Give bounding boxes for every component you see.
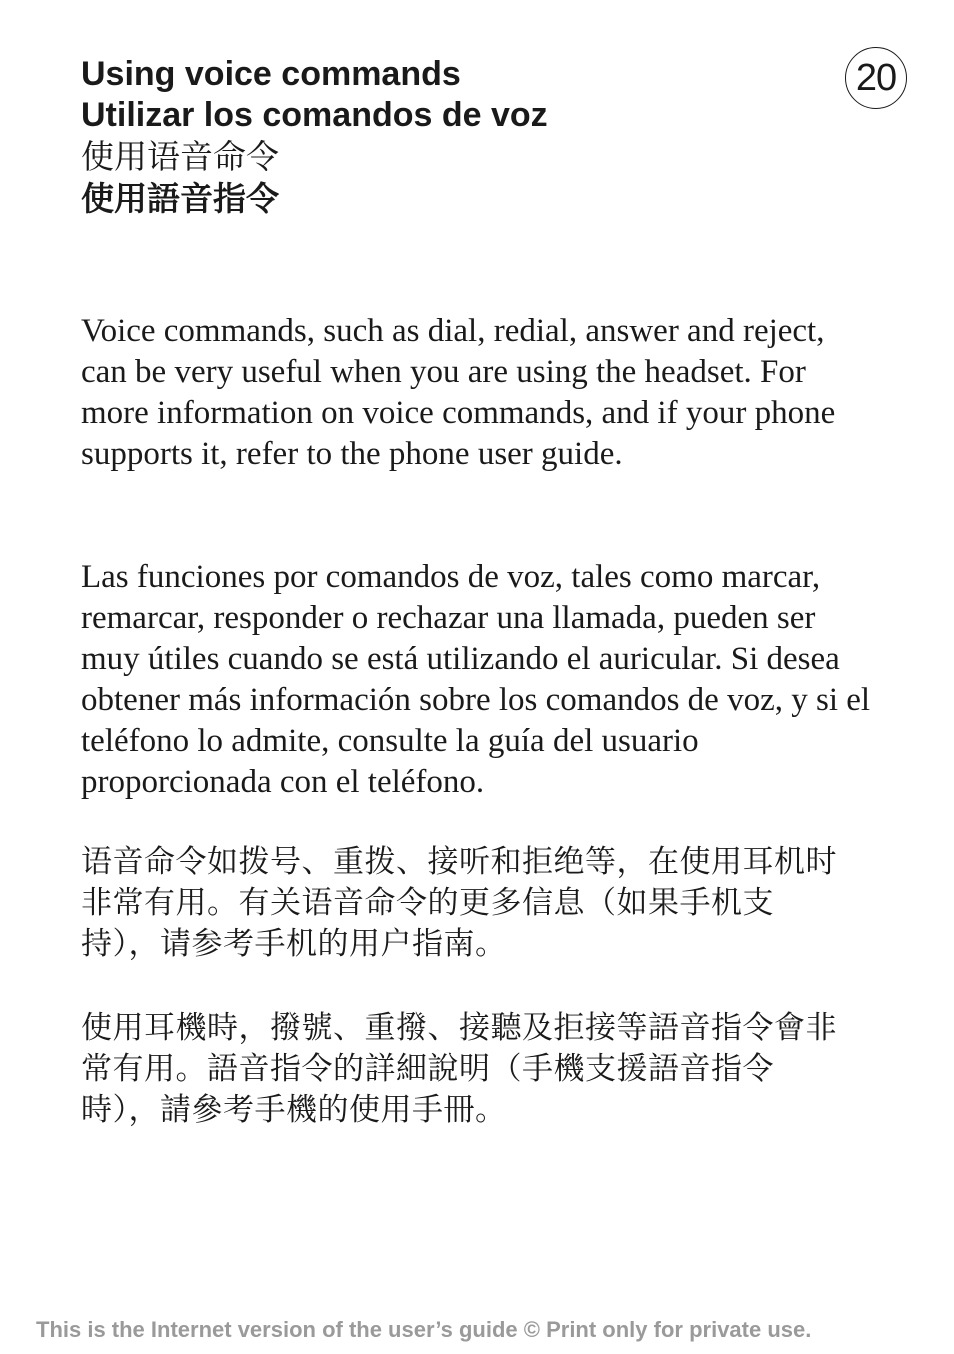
paragraph-chinese-simplified: 语音命令如拨号、重拨、接听和拒绝等，在使用耳机时非常有用。有关语音命令的更多信息（如果手机支持），请参考手机的用户指南。 <box>81 844 837 962</box>
paragraph-spanish: Las funciones por comandos de voz, tales como marcar, remarcar, responder o rechazar una llamada, pueden ser muy útiles cuando se está utilizando el auricular. Si desea obtener más información sobre los comandos de voz, y si el teléfono lo admite, consulte la guía del usuario proporcionada con el teléfono. <box>81 559 871 800</box>
heading-spanish: Utilizar los comandos de voz <box>81 96 548 134</box>
paragraph-english: Voice commands, such as dial, redial, answer and reject, can be very useful when you are using the headset. For more information on voice commands, and if your phone supports it, refer to the phone user guide. <box>81 313 836 472</box>
page-number-badge: 20 <box>845 47 907 109</box>
section-headings <box>81 54 801 220</box>
heading-chinese-simplified: 使用语音命令 <box>81 137 279 176</box>
paragraph-chinese-traditional: 使用耳機時，撥號、重撥、接聽及拒接等語音指令會非常有用。語音指令的詳細說明（手機支援語音指令時），請參考手機的使用手冊。 <box>81 1010 837 1128</box>
heading-english: Using voice commands <box>81 55 461 93</box>
heading-chinese-traditional: 使用語音指令 <box>81 179 279 218</box>
footer-notice: This is the Internet version of the user’s guide © Print only for private use. <box>36 1317 812 1342</box>
